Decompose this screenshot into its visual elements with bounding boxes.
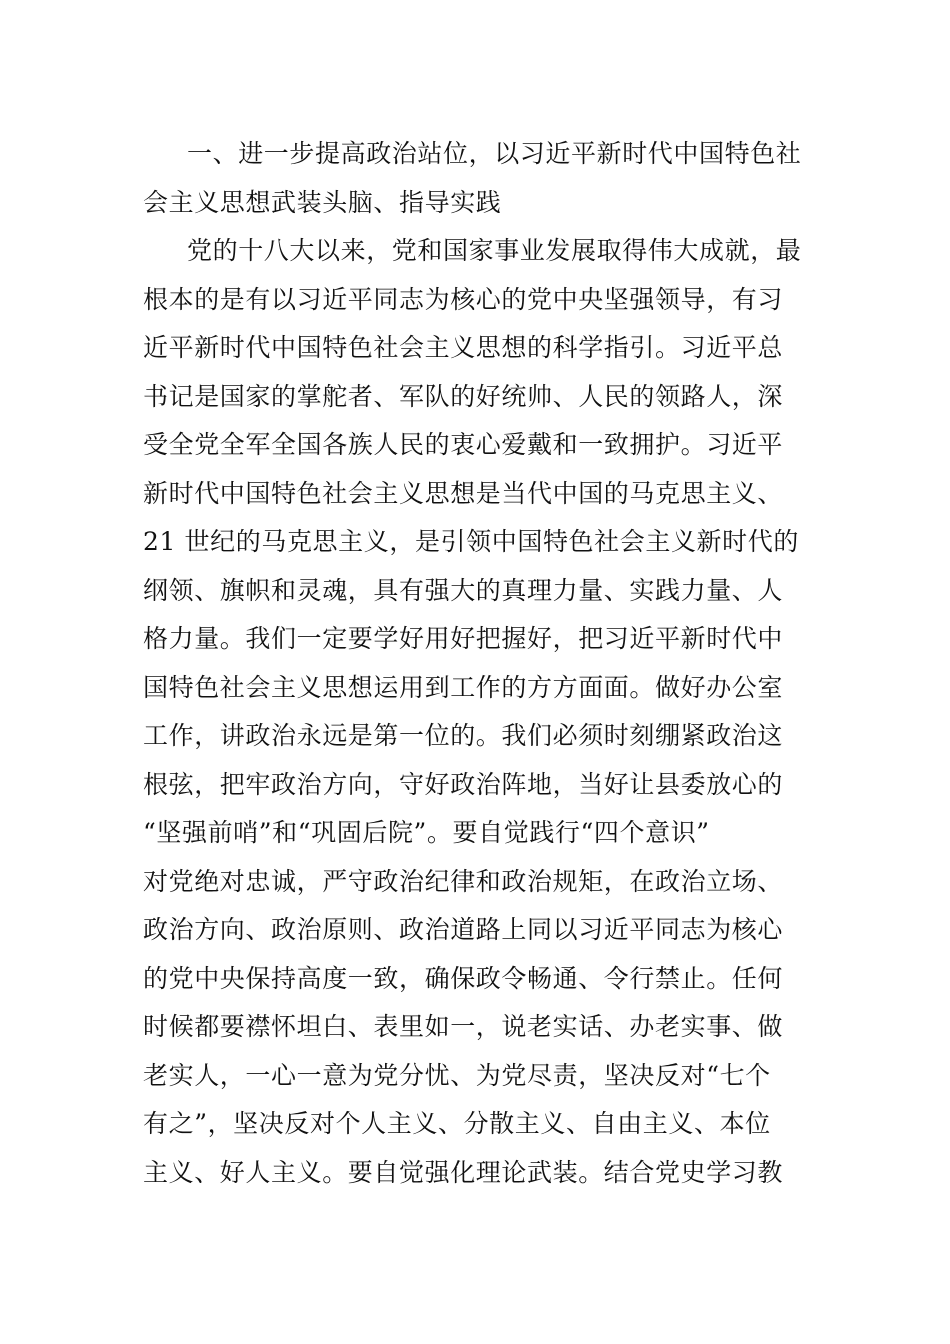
body-line-2: 根本的是有以习近平同志为核心的党中央坚强领导，有习 (143, 284, 784, 314)
body-line-3: 近平新时代中国特色社会主义思想的科学指引。习近平总 (143, 333, 784, 362)
body-line-15: 政治方向、政治原则、政治道路上同以习近平同志为核心 (143, 915, 784, 944)
body-line-19: 有之”，坚决反对个人主义、分散主义、自由主义、本位 (143, 1109, 771, 1138)
body-line-18: 老实人，一心一意为党分忧、为党尽责，坚决反对“七个 (143, 1060, 771, 1090)
body-line-16: 的党中央保持高度一致，确保政令畅通、令行禁止。任何 (143, 963, 784, 993)
body-line-11: 工作，讲政治永远是第一位的。我们必须时刻绷紧政治这 (143, 721, 784, 750)
body-line-9: 格力量。我们一定要学好用好把握好，把习近平新时代中 (143, 624, 784, 653)
heading-line-1: 一、进一步提高政治站位，以习近平新时代中国特色社 (187, 139, 802, 168)
body-line-7: 21 世纪的马克思主义，是引领中国特色社会主义新时代的 (143, 527, 799, 556)
body-line-17: 时候都要襟怀坦白、表里如一，说老实话、办老实事、做 (143, 1012, 784, 1041)
body-line-1: 党的十八大以来，党和国家事业发展取得伟大成就，最 (187, 236, 802, 265)
body-line-14: 对党绝对忠诚，严守政治纪律和政治规矩，在政治立场、 (143, 866, 784, 896)
body-line-5: 受全党全军全国各族人民的衷心爱戴和一致拥护。习近平 (143, 430, 784, 459)
heading-line-2: 会主义思想武装头脑、指导实践 (143, 187, 502, 217)
body-line-12: 根弦，把牢政治方向，守好政治阵地，当好让县委放心的 (143, 769, 784, 799)
body-line-6: 新时代中国特色社会主义思想是当代中国的马克思主义、 (143, 478, 784, 508)
body-line-20: 主义、好人主义。要自觉强化理论武装。结合党史学习教 (143, 1157, 784, 1187)
body-line-8: 纲领、旗帜和灵魂，具有强大的真理力量、实践力量、人 (143, 575, 784, 605)
document-text (143, 130, 808, 1197)
body-line-10: 国特色社会主义思想运用到工作的方方面面。做好办公室 (143, 672, 784, 702)
body-line-13: “坚强前哨”和“巩固后院”。要自觉践行“四个意识” (143, 818, 710, 847)
body-line-4: 书记是国家的掌舵者、军队的好统帅、人民的领路人，深 (143, 381, 784, 411)
